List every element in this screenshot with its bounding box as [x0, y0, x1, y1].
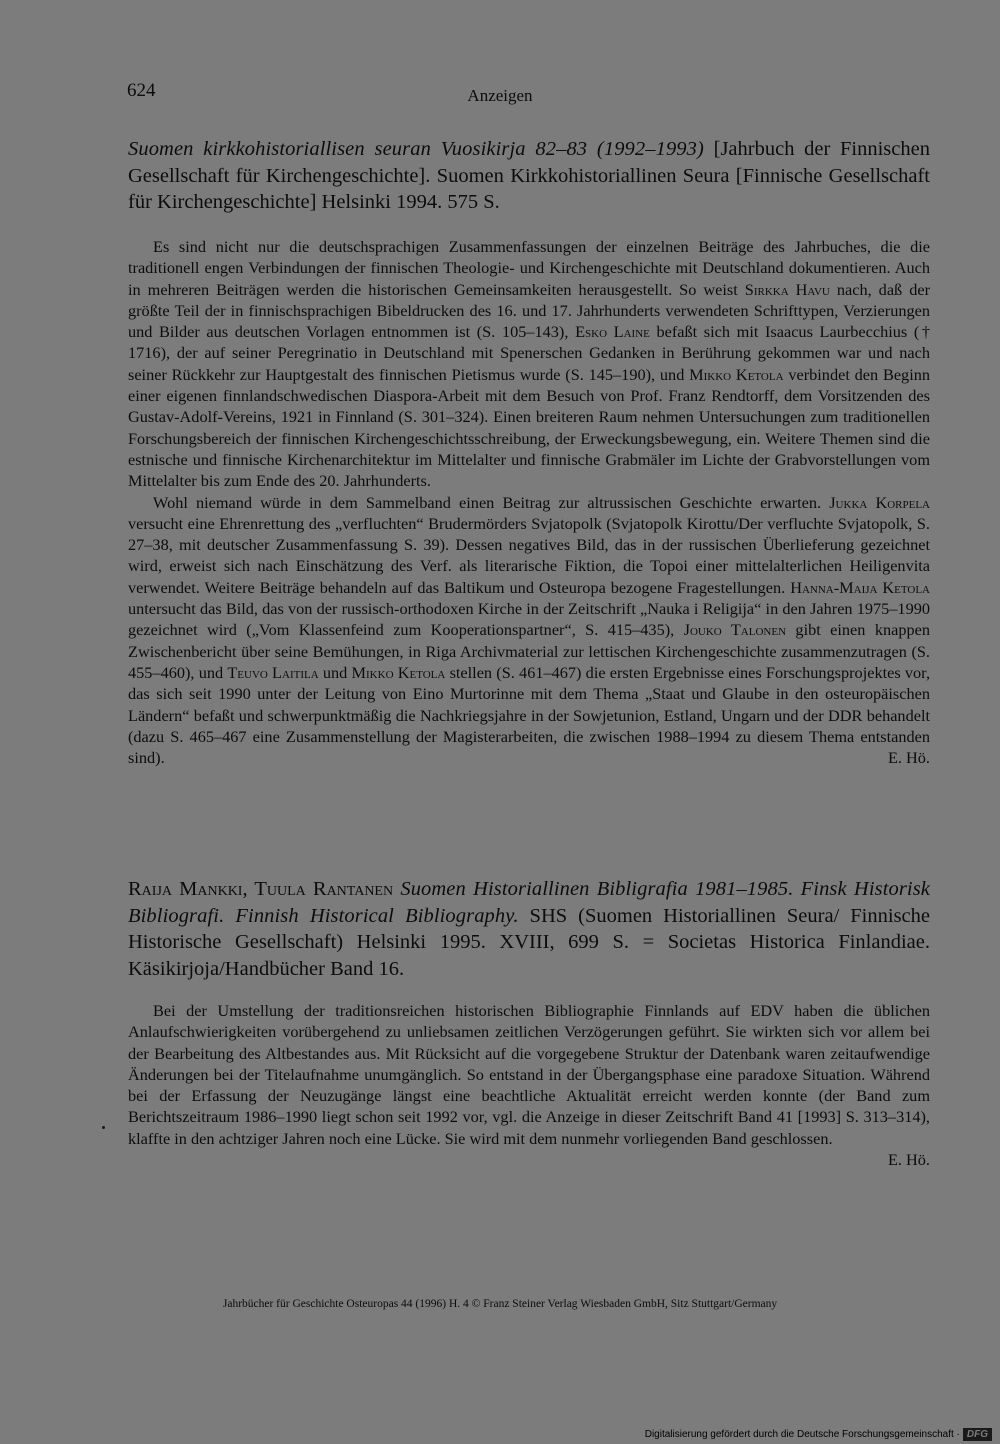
review-1-title-rest: [Jahrbuch der Finnischen Gesellschaft für Kirchengeschichte]. Suomen Kirkkohistoriallinen Seura [Finnische Gesellschaft für Kirchengeschichte] Helsinki 1994. 575 S. — [128, 138, 930, 213]
review-2-signature: E. Hö. — [887, 1150, 930, 1170]
author-name: Teuvo Laitila — [227, 662, 319, 682]
author-name: Esko Laine — [575, 322, 650, 342]
review-1-signature: E. Hö. — [887, 748, 930, 768]
journal-citation-footer: Jahrbücher für Geschichte Osteuropas 44 (1996) H. 4 © Franz Steiner Verlag Wiesbaden GmbH, Sitz Stuttgart/Germany — [222, 1298, 778, 1310]
author-name: Jouko Talonen — [683, 620, 787, 640]
review-1-paragraph-1: Es sind nicht nur die deutschsprachigen Zusammenfassungen der einzelnen Beiträge des Jahrbuches, die die traditionell engen Verbindungen der finnischen Theologie- und Kirchengeschichte mit Deutschland dokumentieren. Auch in mehreren Beiträgen werden die historischen Gemeinsamkeiten herausgestellt. So weist Sirkka Havu nach, daß der größte Teil der in finnischsprachigen Bibeldrucken des 16. und 17. Jahrhunderts verwendeten Schrifttypen, Verzierungen und Bilder aus deutschen Vorlagen entnommen ist (S. 105–143), Esko Laine befaßt sich mit Isaacus Laurbecchius († 1716), der auf seiner Peregrinatio in Deutschland mit Spenerschen Gedanken in Berührung gekommen war und nach seiner Rückkehr zur Hauptgestalt des finnischen Pietismus wurde (S. 145–190), und Mikko Ketola verbindet den Beginn einer eigenen finnlandschwedischen Diaspora-Arbeit mit dem Besuch von Prof. Franz Rendtorff, dem Vorsitzenden des Gustav-Adolf-Vereins, 1921 in Finnland (S. 301–324). Einen breiteren Raum nehmen Untersuchungen zum traditionellen Forschungsbereich der finnischen Kirchengeschichtsschreibung, der Erweckungsbewegung, ein. Weitere Themen sind die estnische und finnische Kirchenarchitektur im Mittelalter und finnische Grabmäler im Lichte der Grabvorstellungen vom Mittelalter bis zum Ende des 20. Jahrhunderts. — [128, 237, 930, 491]
review-1-body — [128, 236, 930, 769]
review-1-title-italic: Suomen kirkkohistoriallisen seuran Vuosikirja 82–83 (1992–1993) — [128, 138, 704, 160]
review-2 — [128, 876, 930, 982]
author-name: Mikko Ketola — [351, 662, 446, 682]
digitization-note: Digitalisierung gefördert durch die Deutsche Forschungsgemeinschaft · — [644, 1428, 960, 1440]
dfg-credit — [645, 1427, 992, 1441]
page-number: 624 — [127, 80, 156, 101]
author-name: Mikko Ketola — [689, 364, 784, 384]
review-2-authors: Raija Mankki, Tuula Rantanen — [128, 878, 394, 900]
review-2-title-rest: SHS (Suomen Historiallinen Seura/ Finnische Historische Gesellschaft) Helsinki 1995. XVIII, 699 S. = Societas Historica Finlandiae. Käsikirjoja/Handbücher Band 16. — [128, 904, 930, 980]
dfg-logo-icon: DFG — [963, 1428, 992, 1441]
review-1-paragraph-2: Wohl niemand würde in dem Sammelband einen Beitrag zur altrussischen Geschichte erwarten. Jukka Korpela versucht eine Ehrenrettung des „verfluchten“ Brudermörders Svjatopolk (Svjatopolk Kirottu/Der verfluchte Svjatopolk, S. 27–38, mit deutscher Zusammenfassung S. 39). Dessen negatives Bild, das in der russischen Überlieferung gezeichnet wird, erweist sich nach Einschätzung des Verf. als literarische Fiktion, die Topoi einer mittelalterlichen Heiligenvita verwendet. Weitere Beiträge behandeln auf das Baltikum und Osteuropa bezogene Fragestellungen. Hanna-Maija Ketola untersucht das Bild, das von der russisch-orthodoxen Kirche in der Zeitschrift „Nauka i Religija“ in den Jahren 1975–1990 gezeichnet wird („Vom Klassenfeind zum Kooperationspartner“, S. 415–435), Jouko Talonen gibt einen knappen Zwischenbericht über seine Bemühungen, in Riga Archivmaterial zur lettischen Kirchengeschichte zusammenzutragen (S. 455–460), und Teuvo Laitila und Mikko Ketola stellen (S. 461–467) die ersten Ergebnisse eines Forschungsprojektes vor, das sich seit 1990 unter der Leitung von Eino Murtorinne mit dem Thema „Staat und Glaube in den osteuropäischen Ländern“ befaßt und schwerpunktmäßig die Nachkriegsjahre in der Sowjetunion, Estland, Ungarn und der DDR behandelt (dazu S. 465–467 eine Zusammenstellung der Magisterarbeiten, die zwischen 1988–1994 zu diesem Thema entstanden sind). — [128, 492, 931, 768]
scan-speck — [102, 1126, 105, 1129]
running-title: Anzeigen — [467, 86, 533, 105]
author-name: Sirkka Havu — [744, 279, 830, 299]
review-2-heading — [128, 876, 930, 982]
review-2-title-italic: Suomen Historiallinen Bibligrafia 1981–1985. Finsk Historisk Bibliografi. Finnish Historical Bibliography. — [128, 878, 931, 927]
review-1 — [128, 136, 930, 216]
review-2-body — [128, 1000, 930, 1170]
author-name: Hanna-Maija Ketola — [790, 577, 930, 597]
review-1-heading — [128, 136, 930, 216]
author-name: Jukka Korpela — [829, 492, 930, 512]
review-2-paragraph-1: Bei der Umstellung der traditionsreichen historischen Bibliographie Finnlands auf EDV haben die üblichen Anlaufschwierigkeiten vorübergehend zu unliebsamen zeitlichen Verzögerungen geführt. Sie wirkten sich vor allem bei der Bearbeitung des Altbestandes aus. Mit Rücksicht auf die vorgegebene Struktur der Datenbank waren zeitaufwendige Änderungen bei der Titelaufnahme unumgänglich. So entstand in der Übergangsphase eine paradoxe Situation. Während bei der Erfassung der Neuzugänge längst eine beachtliche Aktualität erreicht werden konnte (der Band zum Berichtszeitraum 1986–1990 liegt schon seit 1992 vor, vgl. die Anzeige in dieser Zeitschrift Band 41 [1993] S. 313–314), klaffte in den achtziger Jahren noch eine Lücke. Sie wird mit dem nunmehr vorliegenden Band geschlossen. — [128, 1001, 930, 1148]
